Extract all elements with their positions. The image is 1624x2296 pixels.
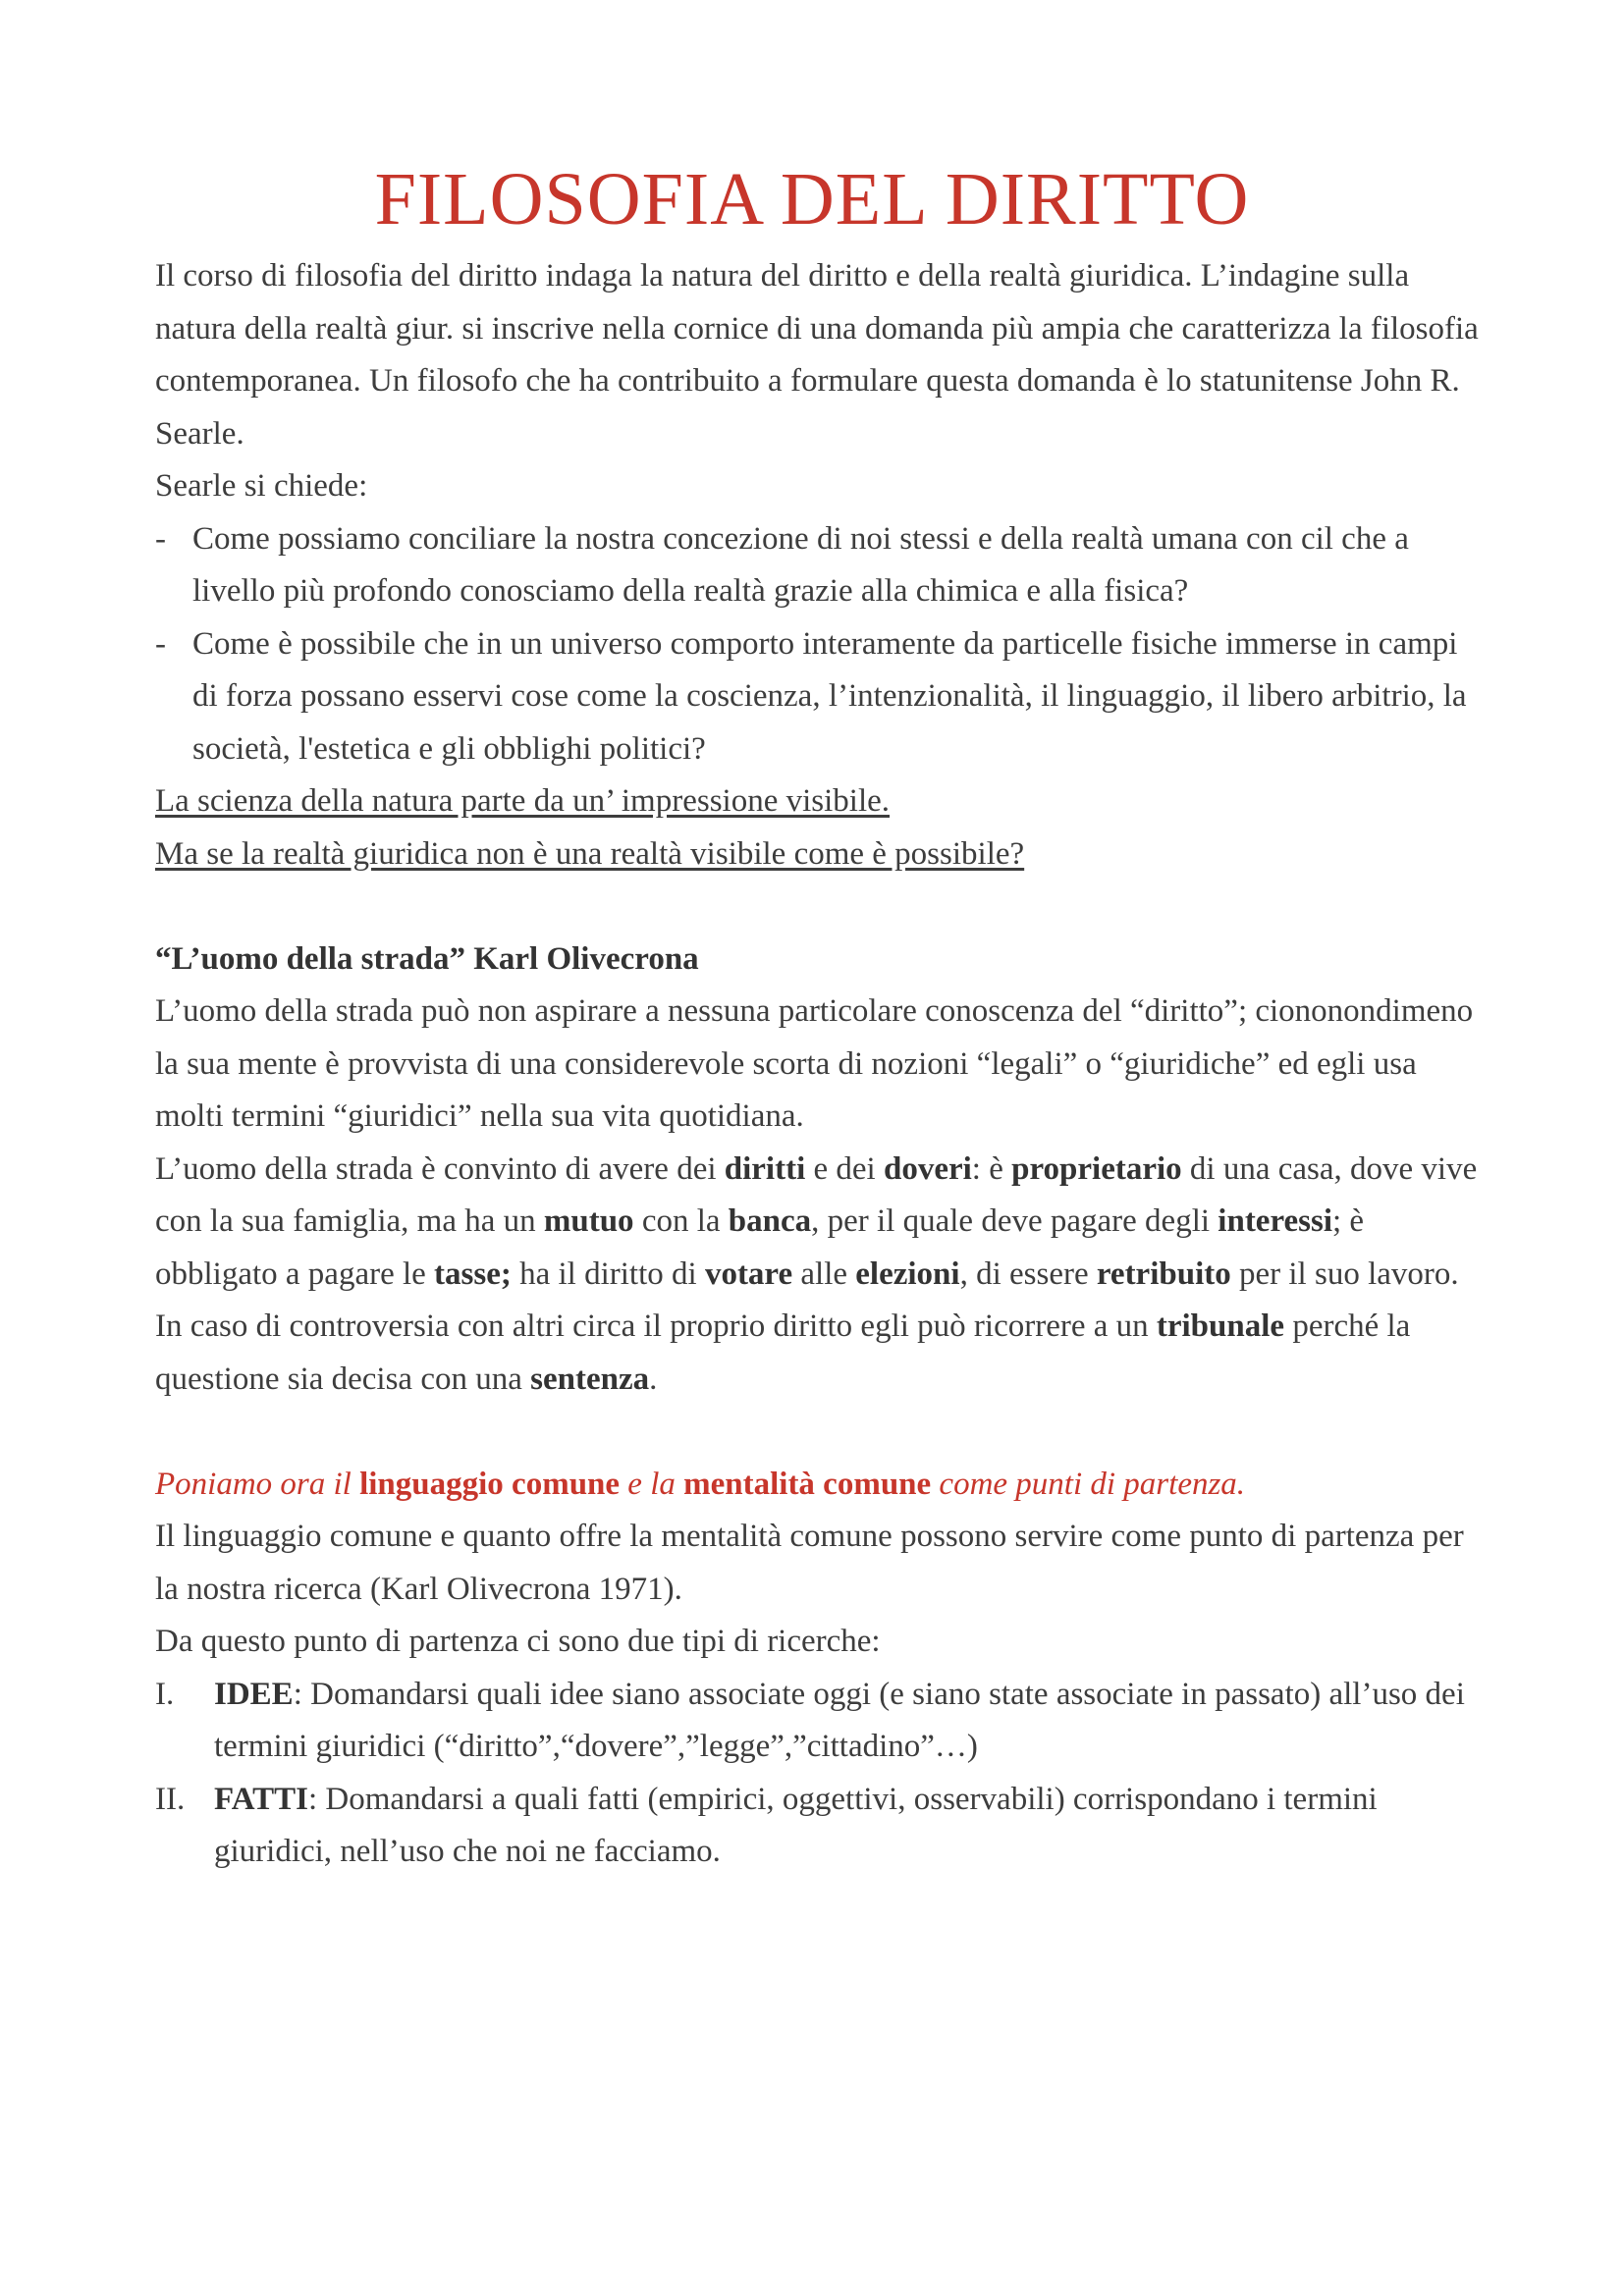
question-text: Come è possibile che in un universo comporto interamente da particelle fisiche immerse in campi di forza possano esservi cose come la coscienza, l’intenzionalità, il linguaggio, il libero arbitrio, la società, l'estetica e gli obblighi politici? bbox=[192, 625, 1467, 767]
text-run: con la bbox=[633, 1203, 729, 1239]
bold-term: interessi bbox=[1218, 1203, 1333, 1239]
bold-term: diritti bbox=[724, 1150, 806, 1187]
red-highlight-line bbox=[155, 1459, 1486, 1512]
bold-term: mutuo bbox=[543, 1203, 634, 1239]
spacer bbox=[155, 1406, 1486, 1459]
research-text: : Domandarsi quali idee siano associate oggi (e siano state associate in passato) all’uso dei termini giuridici (“diritto”,“dovere”,”legge”,”cittadino”…) bbox=[214, 1676, 1465, 1764]
roman-marker: II. bbox=[155, 1781, 186, 1817]
paragraph-diritti-doveri bbox=[155, 1144, 1486, 1407]
question-text: Come possiamo conciliare la nostra concezione di noi stessi e della realtà umana con cil che a livello più profondo conosciamo della realtà grazie alla chimica e alla fisica? bbox=[192, 520, 1409, 609]
paragraph-tipi-ricerche: Da questo punto di partenza ci sono due tipi di ricerche: bbox=[155, 1624, 881, 1659]
text-run: perché la questione sia decisa con una bbox=[155, 1308, 1411, 1397]
research-label: FATTI bbox=[214, 1781, 308, 1817]
document-body bbox=[155, 250, 1486, 1879]
bold-term: linguaggio comune bbox=[359, 1466, 621, 1502]
bold-term: retribuito bbox=[1096, 1255, 1231, 1292]
italic-run: come punti di partenza. bbox=[931, 1466, 1246, 1502]
text-run: . bbox=[649, 1361, 658, 1397]
text-run: di una casa, dove vive con la sua famiglia, ma ha un bbox=[155, 1150, 1478, 1239]
research-text: : Domandarsi a quali fatti (empirici, oggettivi, osservabili) corrispondano i termini giuridici, nell’uso che noi ne facciamo. bbox=[214, 1781, 1378, 1869]
text-run: , per il quale deve pagare degli bbox=[811, 1203, 1218, 1239]
text-run: e dei bbox=[805, 1150, 884, 1187]
spacer bbox=[155, 881, 1486, 934]
text-run: ha il diritto di bbox=[511, 1255, 705, 1292]
page-title: FILOSOFIA DEL DIRITTO bbox=[374, 158, 1250, 240]
roman-marker: I. bbox=[155, 1676, 175, 1712]
dash-marker: - bbox=[155, 625, 166, 662]
list-item bbox=[155, 1774, 1486, 1879]
text-run: per il suo lavoro. In caso di controversia con altri circa il proprio diritto egli può ricorrere a un bbox=[155, 1255, 1459, 1344]
bold-term: sentenza bbox=[530, 1361, 650, 1397]
bold-term: proprietario bbox=[1011, 1150, 1182, 1187]
underlined-statement: La scienza della natura parte da un’ impressione visibile. bbox=[155, 783, 891, 819]
bold-term: banca bbox=[728, 1203, 812, 1239]
intro-paragraph: Il corso di filosofia del diritto indaga la natura del diritto e della realtà giuridica. L’indagine sulla natura della realtà giur. si inscrive nella cornice di una domanda più ampia che caratterizza la filosofia contemporanea. Un filosofo che ha contribuito a formulare questa domanda è lo statunitense John R. Searle. bbox=[155, 258, 1479, 452]
italic-run: Poniamo ora il bbox=[155, 1466, 360, 1502]
paragraph-linguaggio-comune: Il linguaggio comune e quanto offre la mentalità comune possono servire come punto di partenza per la nostra ricerca (Karl Olivecrona 1971). bbox=[155, 1519, 1464, 1607]
searle-asks-line: Searle si chiede: bbox=[155, 468, 368, 504]
paragraph-uomo-della-strada: L’uomo della strada può non aspirare a nessuna particolare conoscenza del “diritto”; ciononondimeno la sua mente è provvista di una considerevole scorta di nozioni “legali” o “giuridiche” ed egli usa molti termini “giuridici” nella sua vita quotidiana. bbox=[155, 993, 1474, 1134]
bold-term: mentalità comune bbox=[683, 1466, 932, 1502]
bold-term: tasse; bbox=[434, 1255, 512, 1292]
section-heading: “L’uomo della strada” Karl Olivecrona bbox=[155, 940, 699, 977]
bold-term: votare bbox=[704, 1255, 793, 1292]
list-item bbox=[155, 1669, 1486, 1774]
text-run: L’uomo della strada è convinto di avere dei bbox=[155, 1150, 725, 1187]
text-run: alle bbox=[792, 1255, 856, 1292]
research-label: IDEE bbox=[214, 1676, 294, 1712]
bold-term: elezioni bbox=[855, 1255, 960, 1292]
research-types-list bbox=[155, 1669, 1486, 1879]
bold-term: tribunale bbox=[1156, 1308, 1285, 1344]
text-run: : è bbox=[971, 1150, 1012, 1187]
searle-questions-list bbox=[155, 513, 1486, 776]
underlined-question: Ma se la realtà giuridica non è una realtà visibile come è possibile? bbox=[155, 835, 1025, 872]
list-item bbox=[155, 513, 1486, 618]
text-run: , di essere bbox=[959, 1255, 1097, 1292]
bold-term: doveri bbox=[883, 1150, 972, 1187]
dash-marker: - bbox=[155, 520, 166, 557]
list-item bbox=[155, 618, 1486, 776]
italic-run: e la bbox=[620, 1466, 684, 1502]
text-run: ; è obbligato a pagare le bbox=[155, 1203, 1365, 1292]
